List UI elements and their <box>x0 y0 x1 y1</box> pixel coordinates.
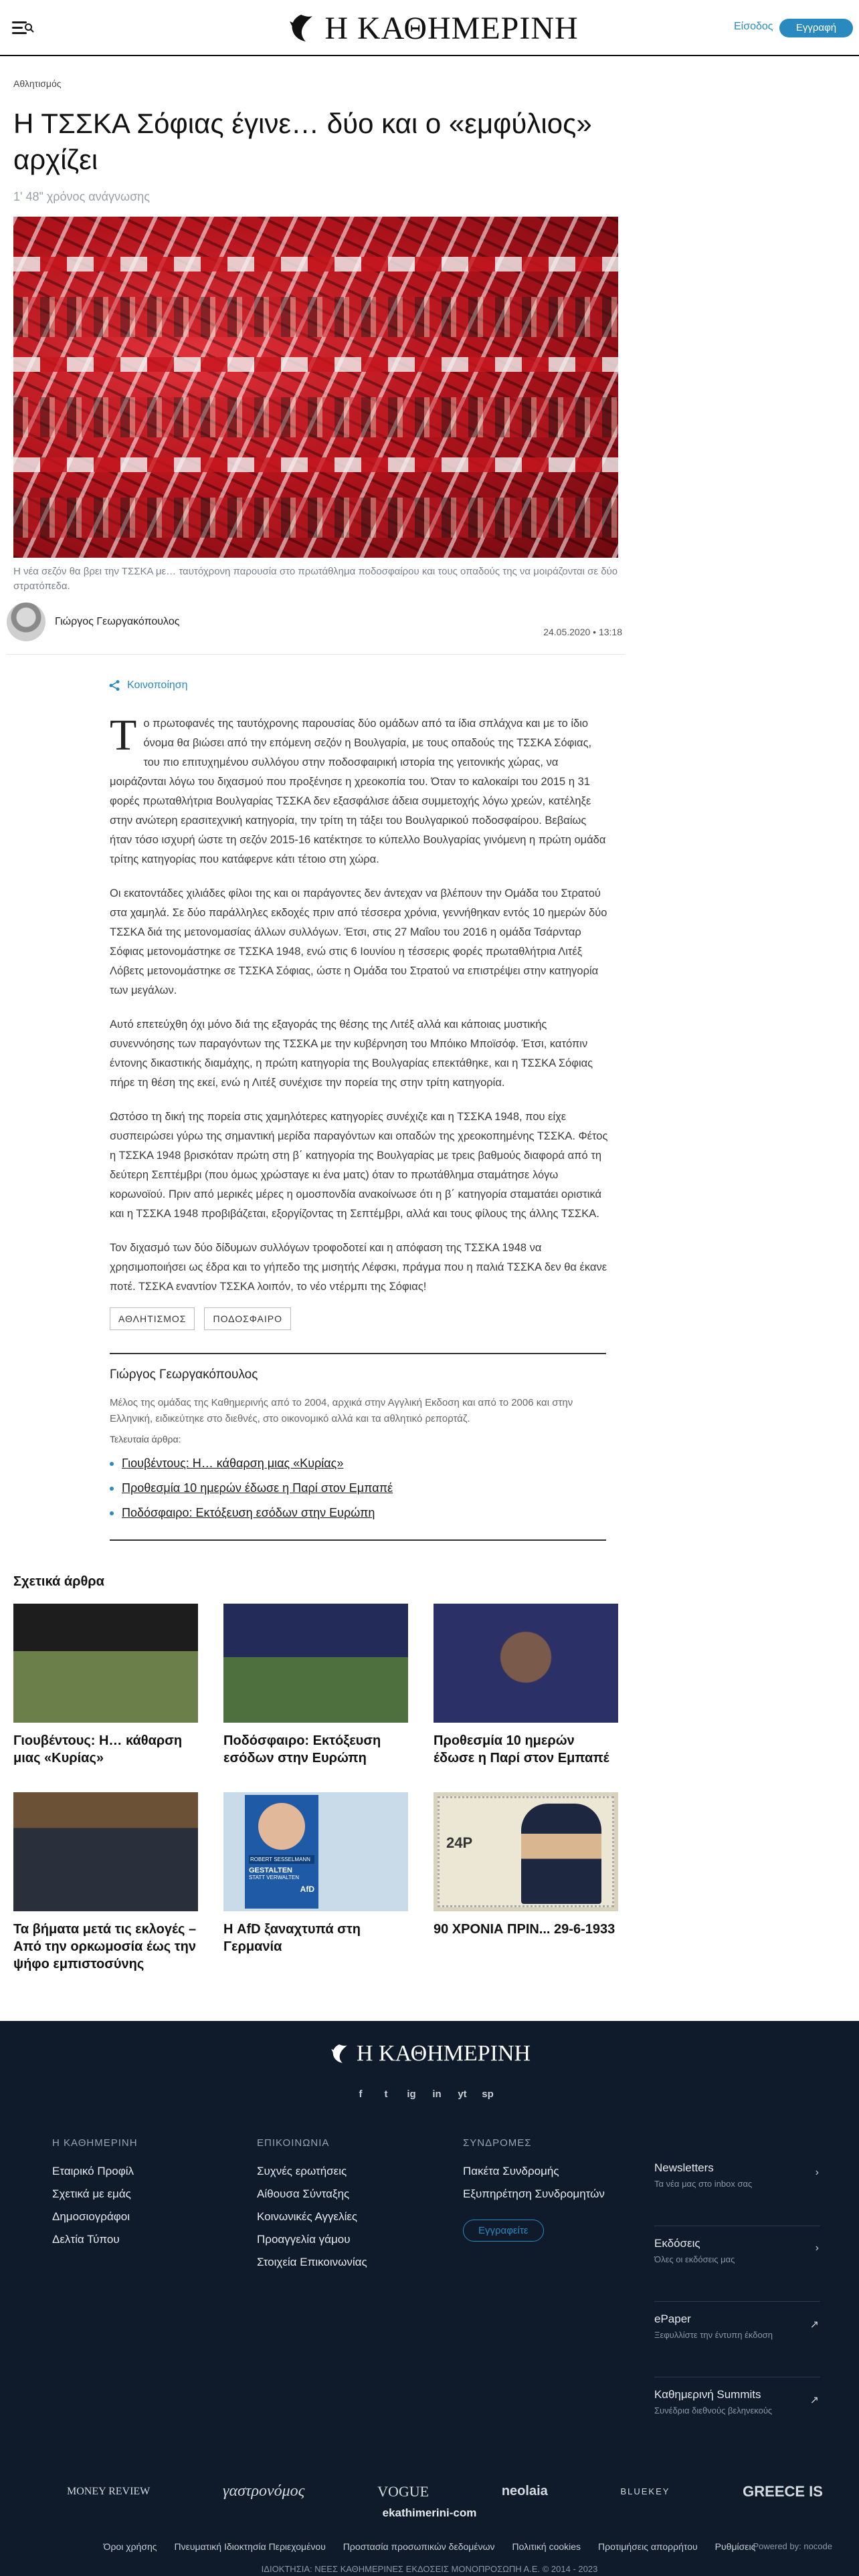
login-link[interactable]: Είσοδος <box>734 21 773 32</box>
youtube-icon[interactable]: yt <box>458 2088 467 2100</box>
external-link-icon: ↗ <box>809 2319 819 2331</box>
footer-side-links <box>654 2161 820 2453</box>
footer-column-title: ΣΥΝΔΡΟΜΕΣ <box>463 2137 532 2149</box>
footer-side-title: ePaper <box>654 2313 691 2325</box>
footer-column-title: Η ΚΑΘΗΜΕΡΙΝΗ <box>52 2137 138 2149</box>
brand-neolaia[interactable]: neolaia <box>501 2484 548 2498</box>
dropcap: Τ <box>110 711 137 760</box>
footer-side-item-editions[interactable] <box>654 2237 820 2302</box>
footer-logo[interactable] <box>0 2041 859 2066</box>
powered-by[interactable]: Powered by: nocode <box>753 2541 832 2551</box>
footer-side-title: Εκδόσεις <box>654 2237 700 2250</box>
legal-link[interactable]: Προτιμήσεις απορρήτου <box>598 2541 698 2552</box>
signup-button[interactable]: Εγγραφή <box>779 19 853 37</box>
footer-side-subtitle: Τα νέα μας στο inbox σας <box>654 2179 753 2189</box>
social-links <box>355 2088 494 2100</box>
footer-link[interactable]: Προαγγελία γάμου <box>257 2233 351 2246</box>
instagram-icon[interactable]: ig <box>407 2088 416 2100</box>
menu-button[interactable] <box>12 19 35 36</box>
brand-vogue[interactable]: VOGUE <box>377 2482 430 2500</box>
menu-bar <box>12 27 23 29</box>
related-card[interactable] <box>434 1792 618 1938</box>
author-box-name[interactable]: Γιώργος Γεωργακόπουλος <box>110 1368 258 1382</box>
ekathimerini-link[interactable]: ekathimerini-com <box>382 2506 477 2519</box>
related-thumbnail[interactable] <box>434 1604 618 1723</box>
poster-face <box>258 1803 305 1850</box>
logo-emblem-icon <box>328 2042 350 2065</box>
hero-image <box>13 217 618 558</box>
logo-text: Η ΚΑΘΗΜΕΡΙΝΗ <box>324 10 579 46</box>
related-card[interactable] <box>13 1792 198 1973</box>
footer-side-item-epaper[interactable] <box>654 2313 820 2377</box>
brand-gastronomos[interactable]: γαστρονόμος <box>222 2482 305 2500</box>
legal-link[interactable]: Προστασία προσωπικών δεδομένων <box>343 2541 495 2552</box>
legal-link[interactable]: Ρυθμίσεις <box>714 2541 756 2552</box>
image-caption: Η νέα σεζόν θα βρει την ΤΣΣΚΑ με… ταυτόχρονη παρουσία στο πρωτάθλημα ποδοσφαίρου και τους οπαδούς της να μοιράζονται σε δύο στρατόπεδα. <box>13 566 618 592</box>
stamp-value: 24P <box>446 1834 473 1851</box>
related-card-title[interactable]: Τα βήματα μετά τις εκλογές – Από την ορκωμοσία έως την ψήφο εμπιστοσύνης <box>13 1922 197 1971</box>
share-icon <box>108 679 120 691</box>
footer-column-contact <box>257 2137 367 2278</box>
author-bio: Μέλος της ομάδας της Καθημερινής από το 2004, αρχικά στην Αγγλική Εκδοση και από το 2006 και στην Ελληνική, ειδικεύτηκε στο διεθνές, στο οικονομικό αλλά και τα αθλητικό ρεπορτάζ. <box>110 1397 573 1424</box>
footer-link[interactable]: Κοινωνικές Αγγελίες <box>257 2210 358 2223</box>
footer-side-item-newsletters[interactable] <box>654 2161 820 2226</box>
paragraph: Αυτό επετεύχθη όχι μόνο διά της εξαγοράς της θέσης της Λιτέξ αλλά και κάποιας μυστικής συνεννόησης των παραγόντων της ΤΣΣΚΑ με την κυβέρνηση του Μπόικο Μποϊσόφ. Έτσι, κατόπιν έντονης δικαστικής διαμάχης, η πρώτη κατηγορία της Βουλγαρίας επεκτάθηκε, και η ΤΣΣΚΑ Σόφιας πήρε τη θέση της εκεί, ενώ η Λιτέξ συνέχισε την πορεία της στην τρίτη κατηγορία. <box>110 1018 593 1089</box>
footer-side-title: Newsletters <box>654 2161 714 2174</box>
paragraph: Οι εκατοντάδες χιλιάδες φίλοι της και οι παράγοντες δεν άντεχαν να βλέπουν την Ομάδα του Στρατού στα χαμηλά. Σε δύο παράλληλες εκδοχές πριν από τέσσερα χρόνια, γεννήθηκαν εντός 10 ημερών δύο ΤΣΣΚΑ διά της μετονομασίας άλλων συλλόγων. Έτσι, στις 27 Μαΐου του 2016 η ομάδα Τσάρνταρ Σόφιας μετονομάστηκε σε ΤΣΣΚΑ 1948, ενώ στις 6 Ιουνίου η τέσσερις φορές πρωταθλήτρια Λιτέξ Λόβετς μετονομάστηκε σε ΤΣΣΚΑ Σόφιας, ώστε η Ομάδα του Στρατού να επιστρέψει στην κατηγορία των μεγάλων. <box>110 887 607 996</box>
footer-link[interactable]: Εξυπηρέτηση Συνδρομητών <box>463 2187 605 2200</box>
paragraph <box>110 711 609 869</box>
related-card-title[interactable]: Προθεσμία 10 ημερών έδωσε η Παρί στον Εμπαπέ <box>434 1733 609 1765</box>
scarf-row <box>13 257 618 272</box>
brand-money-review[interactable]: MONEY REVIEW <box>67 2485 151 2497</box>
article-category[interactable]: Αθλητισμός <box>13 78 62 89</box>
footer-side-subtitle: Όλες οι εκδόσεις μας <box>654 2254 735 2264</box>
footer-column-subscriptions <box>463 2137 605 2242</box>
paragraph: Ωστόσο τη δική της πορεία στις χαμηλότερες κατηγορίες συνέχιζε και η ΤΣΣΚΑ 1948, που είχε συσπειρώσει γύρω της σημαντική μερίδα παραγόντων και οπαδών της χρεοκοπημένης ΤΣΣΚΑ. Φέτος η ΤΣΣΚΑ 1948 βρισκόταν πρώτη στη β΄ κατηγορία της Βουλγαρίας με τρεις βαθμούς διαφορά από τη δεύτερη Σεπτέμβρι (που όμως χρώσταγε κι ένα ματς) όταν το πρωτάθλημα σταμάτησε λόγω κορωνοϊού. Πριν από μερικές μέρες η ομοσπονδία ανακοίνωσε ότι η β΄ κατηγορία σταματάει οριστικά και η ΤΣΣΚΑ 1948 προβιβάζεται, εξοργίζοντας τη Σεπτέμβρι, αλλά και τους φίλους της άλλης ΤΣΣΚΑ. <box>110 1111 608 1220</box>
latest-articles-label: Τελευταία άρθρα: <box>110 1434 181 1444</box>
footer-link[interactable]: Συχνές ερωτήσεις <box>257 2165 347 2177</box>
article-body <box>110 711 609 1311</box>
stamp-graphic <box>438 1796 614 1907</box>
site-footer <box>0 2021 859 2576</box>
poster-text-sub: STATT VERWALTEN <box>249 1874 299 1881</box>
logo-emblem-icon <box>286 12 316 44</box>
chevron-right-icon: › <box>815 2167 819 2178</box>
footer-side-title: Καθημερινή Summits <box>654 2388 761 2401</box>
brand-bluekey[interactable]: BLUEKEY <box>620 2486 670 2496</box>
site-logo[interactable] <box>265 9 599 47</box>
paragraph: Τον διχασμό των δύο δίδυμων συλλόγων τροφοδοτεί και η απόφαση της ΤΣΣΚΑ 1948 να χρησιμοποιήσει ως έδρα και το γήπεδο της μισητής Λέφσκι, πράγμα που η παλιά ΤΣΣΚΑ δεν θα έκανε ποτέ. ΤΣΣΚΑ εναντίον ΤΣΣΚΑ λοιπόν, το νέο ντέρμπι της Σόφιας! <box>110 1242 607 1293</box>
crowd-row <box>13 297 618 337</box>
related-card[interactable] <box>13 1604 198 1767</box>
legal-link[interactable]: Πολιτική cookies <box>512 2541 581 2552</box>
poster-text-party: AfD <box>300 1885 314 1894</box>
related-card-title[interactable]: Η AfD ξαναχτυπά στη Γερμανία <box>223 1922 361 1954</box>
author-avatar[interactable] <box>7 603 45 641</box>
chevron-right-icon: › <box>815 2242 819 2254</box>
footer-link[interactable]: Σχετικά με εμάς <box>52 2187 131 2200</box>
related-thumbnail[interactable] <box>223 1792 408 1911</box>
related-card-title[interactable]: Γιουβέντους: Η… κάθαρση μιας «Κυρίας» <box>13 1733 183 1765</box>
related-articles-heading: Σχετικά άρθρα <box>13 1574 104 1589</box>
latest-article-link[interactable]: Προθεσμία 10 ημερών έδωσε η Παρί στον Εμπαπέ <box>110 1481 393 1506</box>
brand-logos <box>67 2482 823 2500</box>
legal-link[interactable]: Πνευματική Ιδιοκτησία Περιεχομένου <box>174 2541 326 2552</box>
related-thumbnail[interactable] <box>13 1604 198 1723</box>
copyright: ΙΔΙΟΚΤΗΣΙΑ: ΝΕΕΣ ΚΑΘΗΜΕΡΙΝΕΣ ΕΚΔΟΣΕΙΣ ΜΟΝΟΠΡΟΣΩΠΗ Α.Ε. © 2014 - 2023 <box>261 2564 598 2574</box>
article-title: Η ΤΣΣΚΑ Σόφιας έγινε… δύο και ο «εμφύλιος» αρχίζει <box>13 108 592 175</box>
related-card[interactable] <box>434 1604 618 1767</box>
tag-athletics[interactable]: ΑΘΛΗΤΙΣΜΟΣ <box>110 1307 195 1330</box>
search-icon <box>24 23 35 33</box>
divider <box>110 1539 606 1541</box>
related-card[interactable] <box>223 1792 408 1955</box>
legal-links <box>0 2541 859 2552</box>
facebook-icon[interactable]: f <box>359 2088 363 2100</box>
related-card-title[interactable]: 90 ΧΡΟΝΙΑ ΠΡΙΝ... 29-6-1933 <box>434 1922 615 1937</box>
related-thumbnail[interactable] <box>13 1792 198 1911</box>
footer-link[interactable]: Στοιχεία Επικοινωνίας <box>257 2256 367 2268</box>
paragraph-text: ο πρωτοφανές της ταυτόχρονης παρουσίας δύο ομάδων από τα ίδια σπλάχνα και με το ίδιο όνομα θα βιώσει από την επόμενη σεζόν η Βουλγαρία, με τους οπαδούς της ΤΣΣΚΑ Σόφιας, του πιο επιτυχημένου συλλόγου στην ποδοσφαιρική ιστορία της γειτονικής χώρας, να μοιράζονται λόγω του διχασμού που προξένησε η χρεοκοπία του. Όταν το καλοκαίρι του 2015 η 31 φορές πρωταθλήτρια Βουλγαρίας ΤΣΣΚΑ δεν εξασφάλισε άδεια συμμετοχής λόγω χρεών, κατέληξε στην ανώτερη ερασιτεχνική κατηγορία, την τρίτη τη τάξει του Βουλγαρικού ποδοσφαίρου. Βεβαίως ήταν τόσο ισχυρή ώστε τη σεζόν 2015-16 κατέκτησε το κύπελλο Βουλγαρίας γινόμενη η πρώτη ομάδα τρίτης κατηγορίας που κατάφερνε κάτι τέτοιο στη χώρα. <box>110 718 606 865</box>
author-name[interactable]: Γιώργος Γεωργακόπουλος <box>55 616 180 627</box>
footer-column-kathimerini <box>52 2137 138 2256</box>
related-thumbnail[interactable] <box>223 1604 408 1723</box>
footer-column-title: ΕΠΙΚΟΙΝΩΝΙΑ <box>257 2137 330 2149</box>
latest-article-link[interactable]: Γιουβέντους: Η… κάθαρση μιας «Κυρίας» <box>110 1457 393 1481</box>
twitter-icon[interactable]: t <box>384 2088 388 2100</box>
campaign-poster <box>245 1795 318 1909</box>
stamp-portrait <box>521 1804 601 1904</box>
poster-text-slogan: GESTALTEN <box>249 1866 292 1874</box>
scarf-row <box>13 357 618 372</box>
footer-side-subtitle: Ξεφυλλίστε την έντυπη έκδοση <box>654 2330 773 2340</box>
publish-date: 24.05.2020 • 13:18 <box>543 627 622 637</box>
footer-link[interactable]: Εταιρικό Προφίλ <box>52 2165 134 2177</box>
reading-time: 1' 48" χρόνος ανάγνωσης <box>13 190 150 203</box>
footer-link[interactable]: Δημοσιογράφοι <box>52 2210 130 2223</box>
footer-link[interactable]: Δελτία Τύπου <box>52 2233 120 2246</box>
footer-side-item-summits[interactable] <box>654 2388 820 2453</box>
related-thumbnail[interactable] <box>434 1792 618 1911</box>
latest-articles-list <box>110 1457 393 1531</box>
subscribe-button[interactable]: Εγγραφείτε <box>463 2220 544 2242</box>
poster-text-name: ROBERT SESSELMANN <box>249 1855 314 1864</box>
share-label: Κοινοποίηση <box>127 679 188 691</box>
divider <box>110 1353 606 1354</box>
related-card[interactable] <box>223 1604 408 1767</box>
author-row <box>7 599 625 655</box>
tag-list <box>110 1307 291 1330</box>
scarf-row <box>13 457 618 472</box>
crowd-row <box>13 498 618 538</box>
brand-greece-is[interactable]: GREECE IS <box>743 2482 823 2500</box>
related-card-title[interactable]: Ποδόσφαιρο: Εκτόξευση εσόδων στην Ευρώπη <box>223 1733 381 1765</box>
site-header <box>0 0 859 56</box>
footer-side-subtitle: Συνέδρια διεθνούς βεληνεκούς <box>654 2405 773 2416</box>
crowd-row <box>13 397 618 437</box>
spotify-icon[interactable]: sp <box>482 2088 494 2100</box>
footer-link[interactable]: Πακέτα Συνδρομής <box>463 2165 559 2177</box>
legal-link[interactable]: Όροι χρήσης <box>103 2541 157 2552</box>
footer-link[interactable]: Αίθουσα Σύνταξης <box>257 2187 350 2200</box>
linkedin-icon[interactable]: in <box>432 2088 442 2100</box>
external-link-icon: ↗ <box>809 2395 819 2406</box>
tag-football[interactable]: ΠΟΔΟΣΦΑΙΡΟ <box>204 1307 291 1330</box>
share-button[interactable] <box>108 679 188 691</box>
latest-article-link[interactable]: Ποδόσφαιρο: Εκτόξευση εσόδων στην Ευρώπη <box>110 1506 393 1531</box>
footer-logo-text: Η ΚΑΘΗΜΕΡΙΝΗ <box>356 2041 531 2066</box>
